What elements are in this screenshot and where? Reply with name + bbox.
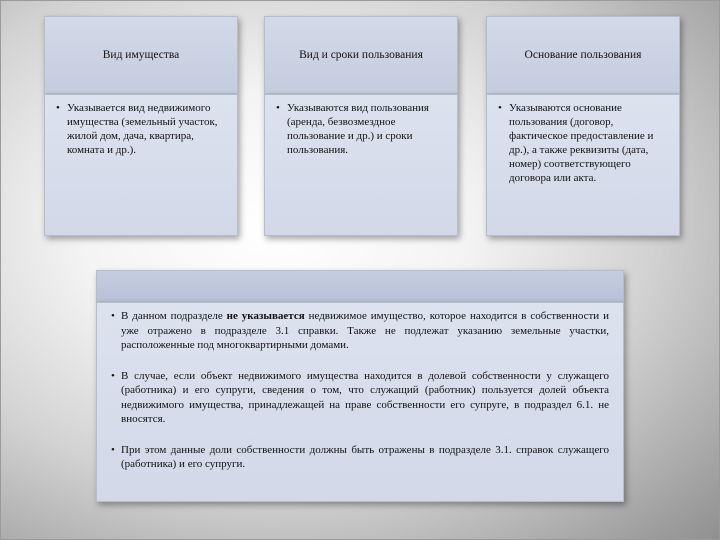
bullet: •	[111, 310, 115, 322]
column-body-usage-basis-text: Указываются основание пользования (договор, фактическое предоставление и др.), а также реквизиты (дата, номер) соответствующего договора или акта.	[509, 102, 654, 184]
bullet: •	[56, 102, 60, 114]
column-body-property-type	[44, 94, 238, 236]
note-1-emphasis: не указывается	[226, 310, 305, 322]
note-paragraph-1	[111, 309, 609, 353]
column-header-usage-type	[264, 16, 458, 94]
column-body-usage-type	[264, 94, 458, 236]
bullet: •	[111, 369, 115, 382]
notes-header	[96, 270, 624, 302]
column-header-usage-type-text: Вид и сроки пользования	[299, 49, 423, 61]
bullet: •	[111, 443, 115, 456]
note-1-pre: В данном подразделе	[121, 310, 227, 322]
note-3-text: При этом данные доли собственности должны быть отражены в подразделе 3.1. справок служащего (работника) и его супруги.	[121, 443, 609, 470]
note-paragraph-3	[111, 443, 609, 472]
column-header-usage-basis	[486, 16, 680, 94]
note-1-post: недвижимое имущество, которое находится в собственности и уже отражено в подразделе 3.1 справки. Также не подлежат указанию земельные участки, расположенные под многоквартирными домами.	[121, 310, 609, 351]
column-header-property-type	[44, 16, 238, 94]
bullet: •	[276, 102, 280, 114]
column-body-usage-type-text: Указываются вид пользования (аренда, безвозмездное пользование и др.) и сроки пользования.	[287, 102, 429, 156]
bullet: •	[498, 102, 502, 114]
note-2-text: В случае, если объект недвижимого имущества находится в долевой собственности у служащего (работника) и его супруги, сведения о том, что служащий (работник) пользуется долей объекта недвижимого имущества, принадлежащей на праве собственности его супруге, в подраздел 6.1. не вносятся.	[121, 369, 609, 425]
column-header-usage-basis-text: Основание пользования	[524, 49, 642, 61]
notes-body	[96, 302, 624, 502]
column-body-usage-basis	[486, 94, 680, 236]
note-paragraph-2	[111, 369, 609, 427]
column-header-property-type-text: Вид имущества	[102, 49, 180, 61]
column-body-property-type-text: Указывается вид недвижимого имущества (земельный участок, жилой дом, дача, квартира, комната и др.).	[67, 102, 218, 156]
